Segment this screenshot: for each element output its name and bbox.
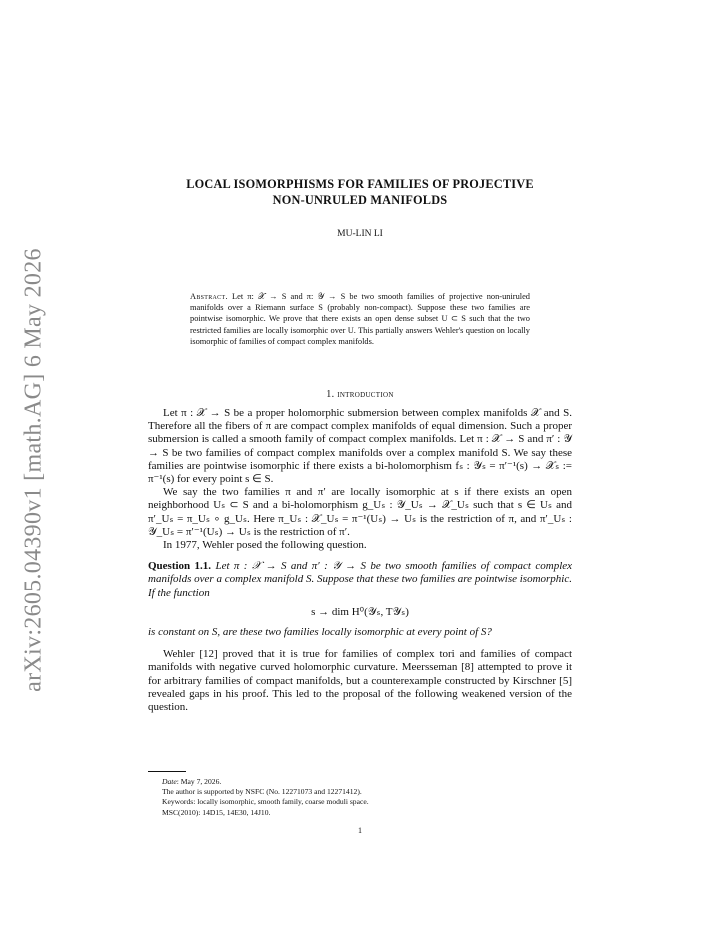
paragraph: We say the two families π and π′ are locally isomorphic at s if there exists an open neighborhood Uₛ ⊂ S and a bi-holomorphism g_Uₛ : 𝒴_Uₛ → 𝒳_Uₛ such that s ∈ Uₛ and π′_Uₛ = π_Uₛ ∘ g_Uₛ. Here π_Uₛ : 𝒳_Uₛ = π⁻¹(Uₛ) → Uₛ is the restriction of π, and π′_Uₛ : 𝒴_Uₛ = π′⁻¹(Uₛ) → Uₛ is the restriction of π′. xyxy=(148,486,572,538)
arxiv-watermark xyxy=(0,0,60,932)
footnote-keywords: Keywords: locally isomorphic, smooth family, coarse moduli space. xyxy=(162,797,369,807)
section-heading xyxy=(148,389,572,400)
display-equation: s → dim H⁰(𝒴ₛ, T𝒴ₛ) xyxy=(311,605,409,618)
footnote-rule xyxy=(148,771,186,772)
footnotes xyxy=(162,777,562,818)
title-line-2: NON-UNRULED MANIFOLDS xyxy=(272,193,448,207)
paragraph: Let π : 𝒳 → S be a proper holomorphic submersion between complex manifolds 𝒳 and S. Therefore all the fibers of π are compact complex manifolds of equal dimension. Such a proper submersion is called a smooth family of compact complex manifolds. Let π : 𝒳 → S and π′ : 𝒴 → S be two families of compact complex manifolds over a complex manifold S. We say these families are pointwise isomorphic if there exists a bi-holomorphism fₛ : 𝒴ₛ = π′⁻¹(s) → 𝒳ₛ := π⁻¹(s) for every point s ∈ S. xyxy=(148,407,572,486)
paper-title xyxy=(148,176,572,208)
paragraph: In 1977, Wehler posed the following question. xyxy=(163,539,367,552)
arxiv-identifier: arXiv:2605.04390v1 [math.AG] 6 May 2026 xyxy=(20,248,47,692)
author: MU-LIN LI xyxy=(337,229,383,239)
date-value: : May 7, 2026. xyxy=(176,777,222,786)
abstract-text: Let π: 𝒳 → S and π: 𝒴 → S be two smooth families of projective non-uniruled manifolds over a Riemann surface S (probably non-compact). Suppose these two families are pointwise isomorphic. We prove that there exists an open dense subset U ⊂ S such that the two restricted families are locally isomorphic over U. This partially answers Wehler's question on locally isomorphic of families of compact complex manifolds. xyxy=(190,292,530,346)
page-number: 1 xyxy=(358,826,362,835)
paragraph: Wehler [12] proved that it is true for families of complex tori and families of compact manifolds with negative curved holomorphic curvature. Meersseman [8] attempted to prove it for arbitrary families of compact manifolds, but a counterexample constructed by Kirschner [5] revealed gaps in his proof. This led to the proposal of the following weakened version of the question. xyxy=(148,648,572,714)
body-text xyxy=(148,407,572,714)
date-label: Date xyxy=(162,777,177,786)
abstract xyxy=(190,291,530,347)
footnote-date xyxy=(162,777,562,787)
question-label: Question 1.1. xyxy=(148,560,212,573)
title-line-1: LOCAL ISOMORPHISMS FOR FAMILIES OF PROJECTIVE xyxy=(186,177,534,191)
question-text: Let π : 𝒳 → S and π′ : 𝒴 → S be two smooth families of compact complex manifolds over a complex manifold S. Suppose that these two families are pointwise isomorphic. If the function xyxy=(148,560,573,599)
question-continuation: is constant on S, are these two families locally isomorphic at every point of S? xyxy=(148,626,492,639)
footnote-support: The author is supported by NSFC (No. 12271073 and 12271412). xyxy=(162,787,362,797)
abstract-label: Abstract. xyxy=(190,292,228,301)
footnote-msc: MSC(2010): 14D15, 14E30, 14J10. xyxy=(162,807,271,817)
section-heading-text: 1. introduction xyxy=(326,389,394,400)
question-1-1 xyxy=(148,560,572,600)
